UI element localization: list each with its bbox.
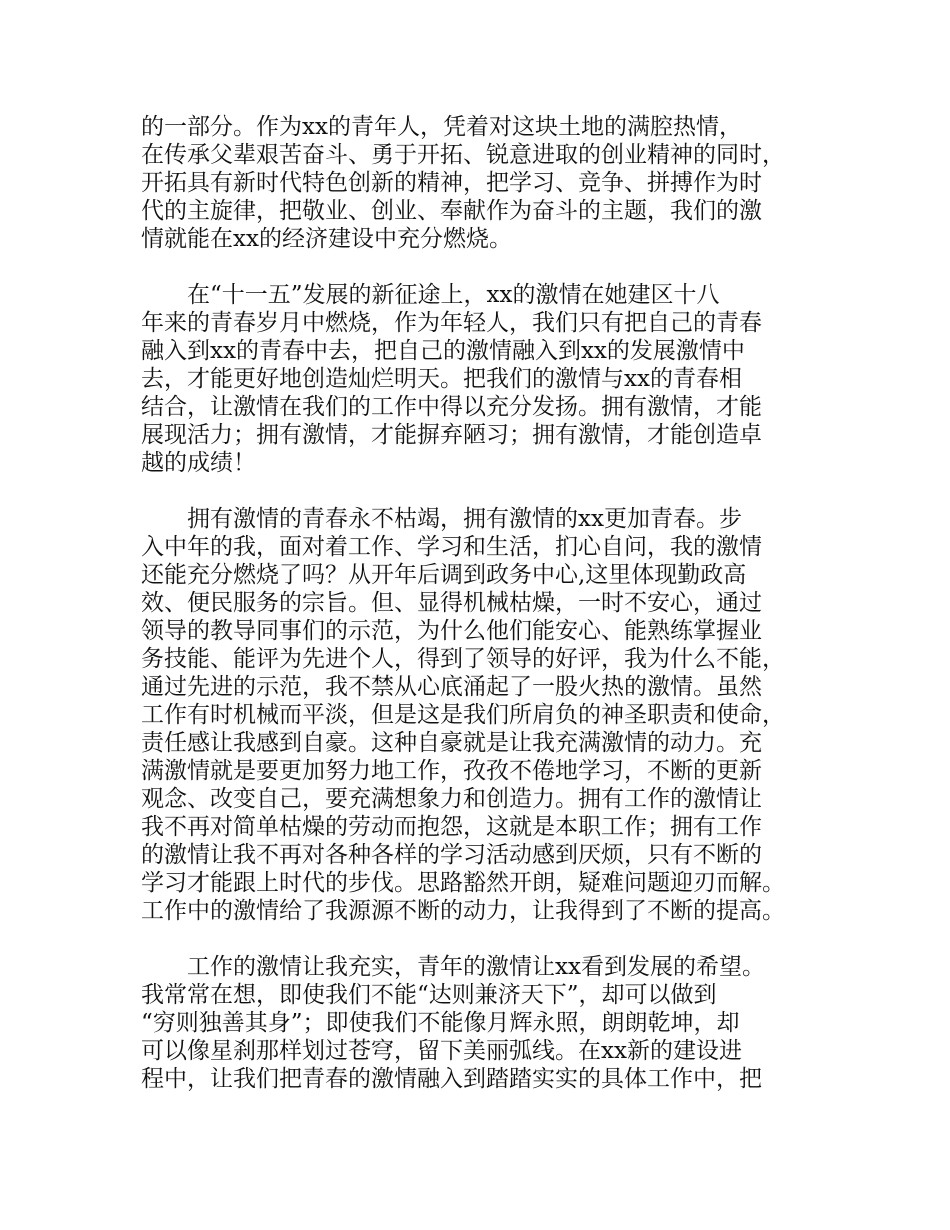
text-line: 年来的青春岁月中燃烧，作为年轻人，我们只有把自己的青春 [141, 310, 762, 336]
paragraph-3 [141, 505, 841, 925]
text-line: 我常常在想，即使我们不能“达则兼济天下”，却可以做到 [141, 982, 717, 1008]
text-line: 工作的激情让我充实，青年的激情让xx看到发展的希望。 [141, 954, 765, 980]
text-line: 的激情让我不再对各种各样的学习活动感到厌烦，只有不断的 [141, 842, 762, 868]
text-line: 可以像星刹那样划过苍穹，留下美丽弧线。在xx新的建设进 [141, 1038, 742, 1064]
text-line: 通过先进的示范，我不禁从心底涌起了一股火热的激情。虽然 [141, 674, 762, 700]
text-line: 情就能在xx的经济建设中充分燃烧。 [141, 226, 512, 252]
document-body [141, 113, 841, 1093]
text-line: 效、便民服务的宗旨。但、显得机械枯燥，一时不安心，通过 [141, 590, 762, 616]
text-line: 责任感让我感到自豪。这种自豪就是让我充满激情的动力。充 [141, 730, 762, 756]
text-line: 工作有时机械而平淡，但是这是我们所肩负的神圣职责和使命， [141, 702, 785, 728]
text-line: 工作中的激情给了我源源不断的动力，让我得到了不断的提高。 [141, 898, 785, 924]
text-line: 拥有激情的青春永不枯竭，拥有激情的xx更加青春。步 [141, 506, 742, 532]
paragraph-4 [141, 953, 841, 1093]
text-line: 展现活力；拥有激情，才能摒弃陋习；拥有激情，才能创造卓 [141, 422, 762, 448]
text-line: 结合，让激情在我们的工作中得以充分发扬。拥有激情，才能 [141, 394, 762, 420]
text-line: 领导的教导同事们的示范，为什么他们能安心、能熟练掌握业 [141, 618, 762, 644]
text-line: 学习才能跟上时代的步伐。思路豁然开朗，疑难问题迎刃而解。 [141, 870, 785, 896]
text-line: “穷则独善其身”；即使我们不能像月辉永照，朗朗乾坤，却 [141, 1010, 740, 1036]
text-line: 务技能、能评为先进个人，得到了领导的好评，我为什么不能， [141, 646, 785, 672]
text-line: 越的成绩！ [141, 450, 256, 476]
text-line: 满激情就是要更加努力地工作，孜孜不倦地学习，不断的更新 [141, 758, 762, 784]
paragraph-2 [141, 281, 841, 477]
text-line: 开拓具有新时代特色创新的精神，把学习、竞争、拼搏作为时 [141, 170, 762, 196]
text-line: 在“十一五”发展的新征途上，xx的激情在她建区十八 [141, 282, 720, 308]
text-line: 融入到xx的青春中去，把自己的激情融入到xx的发展激情中 [141, 338, 745, 364]
text-line: 我不再对简单枯燥的劳动而抱怨，这就是本职工作；拥有工作 [141, 814, 762, 840]
paragraph-1 [141, 113, 841, 253]
text-line: 代的主旋律，把敬业、创业、奉献作为奋斗的主题，我们的激 [141, 198, 762, 224]
text-line: 入中年的我，面对着工作、学习和生活，扪心自问，我的激情 [141, 534, 762, 560]
text-line: 程中，让我们把青春的激情融入到踏踏实实的具体工作中，把 [141, 1066, 762, 1092]
text-line: 还能充分燃烧了吗？从开年后调到政务中心,这里体现勤政高 [141, 562, 747, 588]
text-line: 在传承父辈艰苦奋斗、勇于开拓、锐意进取的创业精神的同时， [141, 142, 785, 168]
text-line: 的一部分。作为xx的青年人，凭着对这块土地的满腔热情， [141, 114, 742, 140]
text-line: 去，才能更好地创造灿烂明天。把我们的激情与xx的青春相 [141, 366, 742, 392]
text-line: 观念、改变自己，要充满想象力和创造力。拥有工作的激情让 [141, 786, 762, 812]
